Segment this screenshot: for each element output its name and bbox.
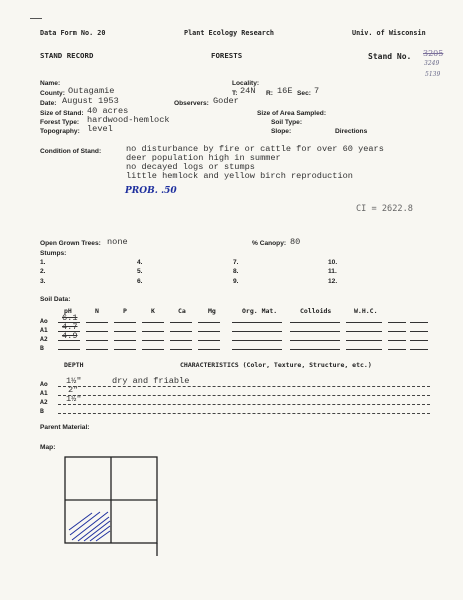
map-label: Map:	[40, 444, 56, 451]
university: Univ. of Wisconsin	[352, 29, 426, 37]
soil-ph-value: 4.7	[62, 322, 78, 332]
condition-line: no disturbance by fire or cattle for over 60 years	[126, 144, 384, 154]
open-grown-label: Open Grown Trees:	[40, 240, 101, 247]
canopy-value: 80	[290, 237, 301, 247]
stump-number: 7.	[233, 259, 239, 266]
soil-column-header: P	[123, 307, 127, 315]
soil-column-header: Ca	[178, 307, 186, 315]
condition-label: Condition of Stand:	[40, 148, 102, 155]
stump-number: 4.	[137, 259, 143, 266]
probability-note: PROB. .50	[125, 186, 177, 196]
ci-note: CI = 2622.8	[356, 204, 413, 214]
profile-characteristic-value: dry and friable	[112, 376, 190, 386]
locality-label: Locality:	[232, 80, 260, 87]
soil-column-header: pH	[64, 307, 72, 315]
stand-label: Stand No.	[368, 52, 412, 61]
soil-column-header: Colloids	[300, 307, 332, 315]
topography-label: Topography:	[40, 128, 80, 135]
soil-column-header: N	[95, 307, 99, 315]
condition-line: little hemlock and yellow birch reproduction	[126, 171, 353, 181]
stump-number: 2.	[40, 268, 46, 275]
stump-number: 8.	[233, 268, 239, 275]
observers-value: Goder	[213, 96, 239, 106]
range-label: R:	[266, 90, 273, 97]
stumps-label: Stumps:	[40, 250, 67, 257]
map-outline	[65, 457, 157, 543]
soil-column-header: W.H.C.	[354, 307, 378, 315]
profile-horizon-label: Ao	[40, 380, 48, 388]
profile-horizon-label: B	[40, 407, 44, 415]
stump-number: 12.	[328, 278, 338, 285]
condition-line: deer population high in summer	[126, 153, 281, 163]
observers-label: Observers:	[174, 100, 209, 107]
section-number-value: 7	[314, 86, 320, 96]
soil-horizon-label: B	[40, 344, 44, 352]
soil-type-label: Soil Type:	[271, 119, 303, 126]
map-hatched-area	[69, 512, 110, 541]
stump-number: 1.	[40, 259, 46, 266]
soil-column-header: Mg	[208, 307, 216, 315]
stand-size-value: 40 acres	[87, 106, 129, 116]
stand-number-alt: 5139	[425, 71, 441, 78]
stand-number-revised: 3249	[424, 60, 440, 67]
soil-column-header: K	[151, 307, 155, 315]
township-value: 24N	[240, 86, 256, 96]
stump-number: 5.	[137, 268, 143, 275]
profile-depth-value: 1½"	[66, 394, 82, 404]
corner-mark	[30, 18, 42, 19]
soil-data-label: Soil Data:	[40, 296, 71, 303]
record-title: STAND RECORD	[40, 51, 94, 60]
soil-horizon-label: Ao	[40, 317, 48, 325]
profile-depth-value: 1½"	[66, 376, 82, 386]
range-value: 16E	[277, 86, 293, 96]
parent-material-label: Parent Material:	[40, 424, 90, 431]
name-label: Name:	[40, 80, 61, 87]
profile-depth-value: 2"	[68, 385, 79, 395]
slope-label: Slope:	[271, 128, 292, 135]
depth-header: DEPTH	[64, 361, 84, 369]
characteristics-header: CHARACTERISTICS (Color, Texture, Structure, etc.)	[180, 361, 372, 369]
soil-horizon-label: A2	[40, 335, 48, 343]
section-number-label: Sec:	[297, 90, 311, 97]
condition-line: no decayed logs or stumps	[126, 162, 255, 172]
section-title: FORESTS	[211, 51, 243, 60]
stump-number: 6.	[137, 278, 143, 285]
stump-number: 9.	[233, 278, 239, 285]
county-value: Outagamie	[68, 86, 115, 96]
soil-column-header: Org. Mat.	[242, 307, 278, 315]
county-label: County:	[40, 90, 65, 97]
stump-number: 10.	[328, 259, 338, 266]
soil-ph-value: 4.9	[62, 331, 78, 341]
stump-number: 11.	[328, 268, 337, 275]
soil-horizon-label: A1	[40, 326, 48, 334]
date-value: August 1953	[62, 96, 119, 106]
township-label: T:	[232, 90, 238, 97]
profile-horizon-label: A2	[40, 398, 48, 406]
soil-ph-value: 6.1	[62, 313, 78, 323]
stand-size-label: Size of Stand:	[40, 110, 84, 117]
forest-type-value: hardwood-hemlock	[87, 115, 170, 125]
canopy-label: % Canopy:	[252, 240, 287, 247]
open-grown-value: none	[107, 237, 128, 247]
date-label: Date:	[40, 100, 57, 107]
stump-number: 3.	[40, 278, 46, 285]
area-sampled-label: Size of Area Sampled:	[257, 110, 327, 117]
topography-value: level	[87, 124, 113, 134]
directions-label: Directions	[335, 128, 368, 135]
profile-horizon-label: A1	[40, 389, 48, 397]
stand-number: 3205	[423, 49, 444, 58]
organization: Plant Ecology Research	[184, 29, 275, 37]
forest-type-label: Forest Type:	[40, 119, 80, 126]
form-number: Data Form No. 20	[40, 29, 106, 37]
